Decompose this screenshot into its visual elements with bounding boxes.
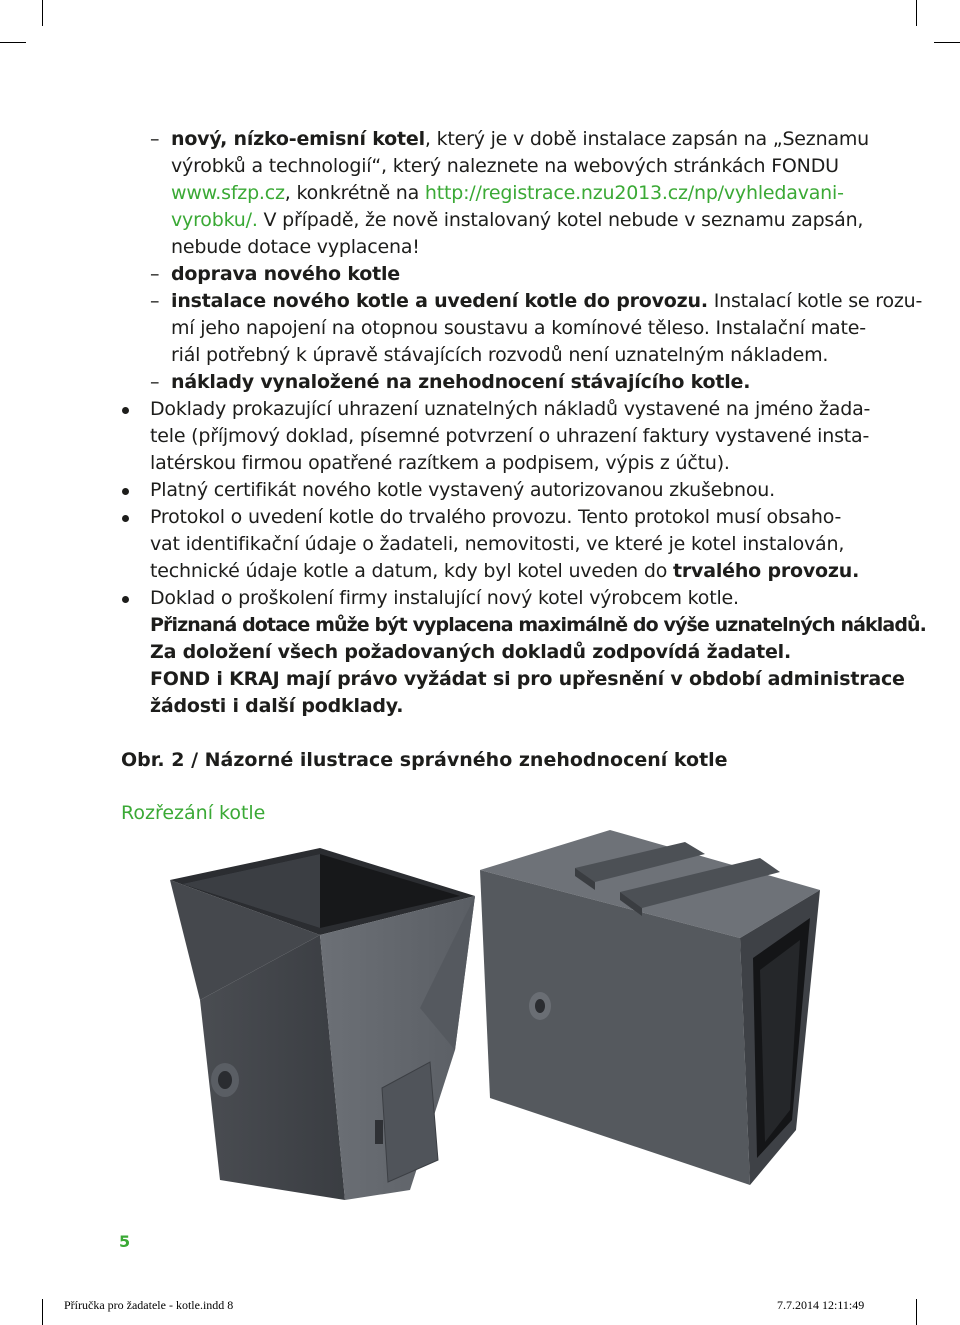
list-dash: – (150, 371, 160, 393)
notice-line: žádosti i další podklady. (150, 695, 404, 717)
notice-line: Za doložení všech požadovaných dokladů zodpovídá žadatel. (150, 641, 791, 663)
boiler-left-part (170, 848, 475, 1200)
list-item: technické údaje kotle a datum, kdy byl kotel uveden do trvalého provozu. (150, 560, 860, 582)
notice-line: FOND i KRAJ mají právo vyžádat si pro upřesnění v období administrace (150, 668, 905, 690)
crop-mark (934, 42, 960, 43)
list-item: riál potřebný k úpravě stávajících rozvodů není uznatelným nákladem. (171, 344, 829, 366)
list-dash: – (150, 290, 160, 312)
list-item: latérskou firmou opatřené razítkem a podpisem, výpis z účtu). (150, 452, 730, 474)
list-item: Platný certifikát nového kotle vystavený autorizovanou zkušebnou. (150, 479, 775, 501)
boiler-illustration (120, 830, 840, 1200)
crop-mark (0, 42, 26, 43)
list-item: nebude dotace vyplacena! (171, 236, 420, 258)
list-item: náklady vynaložené na znehodnocení stávajícího kotle. (171, 371, 751, 393)
slug-left: Příručka pro žadatele - kotle.indd 8 (64, 1298, 234, 1312)
list-item: vyrobku/. V případě, že nově instalovaný kotel nebude v seznamu zapsán, (171, 209, 864, 231)
crop-mark (916, 1299, 917, 1325)
list-item: mí jeho napojení na otopnou soustavu a komínové těleso. Instalační mate- (171, 317, 866, 339)
figure-title: Obr. 2 / Názorné ilustrace správného znehodnocení kotle (121, 749, 728, 771)
list-item: doprava nového kotle (171, 263, 400, 285)
list-item: instalace nového kotle a uvedení kotle do provozu. Instalací kotle se rozu- (171, 290, 923, 312)
list-item: Doklad o proškolení firmy instalující nový kotel výrobcem kotle. (150, 587, 739, 609)
list-item: nový, nízko-emisní kotel, který je v době instalace zapsán na „Seznamu (171, 128, 870, 150)
page-number: 5 (119, 1232, 131, 1251)
list-item: výrobků a technologií“, který naleznete na webových stránkách FONDU (171, 155, 839, 177)
bullet-icon (122, 488, 129, 495)
boiler-right-part (480, 830, 820, 1185)
list-item: vat identifikační údaje o žadateli, nemovitosti, ve které je kotel instalován, (150, 533, 845, 555)
crop-mark (42, 1299, 43, 1325)
bullet-icon (122, 407, 129, 414)
list-item: Protokol o uvedení kotle do trvalého provozu. Tento protokol musí obsaho- (150, 506, 842, 528)
slug-right: 7.7.2014 12:11:49 (777, 1298, 865, 1312)
crop-mark (42, 0, 43, 26)
list-dash: – (150, 128, 160, 150)
bullet-icon (122, 596, 129, 603)
list-item: www.sfzp.cz, konkrétně na http://registrace.nzu2013.cz/np/vyhledavani- (171, 182, 844, 204)
crop-mark (916, 0, 917, 26)
list-dash: – (150, 263, 160, 285)
list-item: tele (příjmový doklad, písemné potvrzení o uhrazení faktury vystavené insta- (150, 425, 870, 447)
bullet-icon (122, 515, 129, 522)
notice-line: Přiznaná dotace může být vyplacena maximálně do výše uznatelných nákladů. (150, 614, 926, 636)
list-item: Doklady prokazující uhrazení uznatelných nákladů vystavené na jméno žada- (150, 398, 871, 420)
figure-subtitle: Rozřezání kotle (121, 802, 266, 824)
